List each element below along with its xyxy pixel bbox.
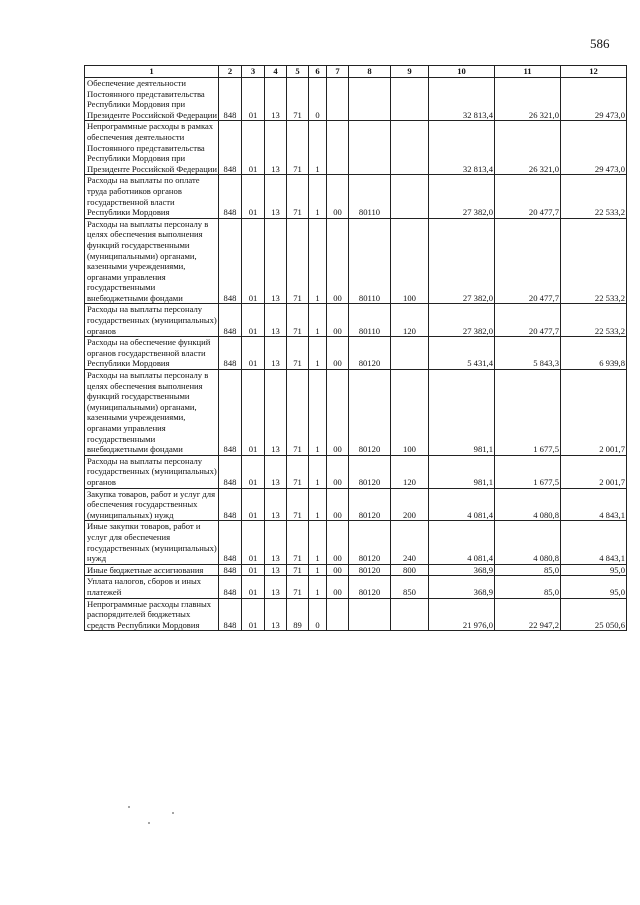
code-cell: 80120	[349, 455, 391, 488]
amount-cell: 5 843,3	[495, 337, 561, 370]
amount-cell: 29 473,0	[561, 78, 627, 121]
amount-cell: 981,1	[429, 370, 495, 456]
amount-cell: 85,0	[495, 576, 561, 598]
code-cell: 80110	[349, 218, 391, 304]
amount-cell: 4 081,4	[429, 521, 495, 564]
column-header: 5	[287, 66, 309, 78]
table-row	[85, 598, 627, 631]
code-cell: 00	[327, 455, 349, 488]
amount-cell: 22 947,2	[495, 598, 561, 631]
code-cell: 01	[242, 576, 265, 598]
code-cell: 71	[287, 78, 309, 121]
code-cell: 0	[309, 598, 327, 631]
code-cell: 13	[265, 304, 287, 337]
amount-cell: 2 001,7	[561, 370, 627, 456]
column-header: 4	[265, 66, 287, 78]
code-cell: 13	[265, 455, 287, 488]
page-number: 586	[590, 36, 610, 51]
code-cell: 80120	[349, 370, 391, 456]
code-cell: 71	[287, 337, 309, 370]
code-cell: 0	[309, 78, 327, 121]
column-header: 7	[327, 66, 349, 78]
code-cell: 80120	[349, 576, 391, 598]
amount-cell: 368,9	[429, 576, 495, 598]
row-name: Расходы на выплаты персоналу государственных (муниципальных) органов	[85, 304, 219, 337]
amount-cell: 1 677,5	[495, 370, 561, 456]
code-cell	[391, 337, 429, 370]
code-cell: 80120	[349, 337, 391, 370]
amount-cell: 32 813,4	[429, 78, 495, 121]
table-body	[85, 78, 627, 631]
column-header: 2	[219, 66, 242, 78]
row-name: Расходы на выплаты персоналу государственных (муниципальных) органов	[85, 455, 219, 488]
code-cell: 71	[287, 488, 309, 521]
code-cell: 00	[327, 304, 349, 337]
code-cell: 00	[327, 218, 349, 304]
amount-cell: 22 533,2	[561, 304, 627, 337]
code-cell: 848	[219, 521, 242, 564]
table-row	[85, 488, 627, 521]
code-cell: 80120	[349, 488, 391, 521]
code-cell: 848	[219, 455, 242, 488]
code-cell: 13	[265, 488, 287, 521]
code-cell: 1	[309, 175, 327, 218]
code-cell: 71	[287, 175, 309, 218]
column-header: 10	[429, 66, 495, 78]
code-cell	[391, 78, 429, 121]
code-cell: 120	[391, 304, 429, 337]
amount-cell: 4 080,8	[495, 488, 561, 521]
code-cell: 80110	[349, 175, 391, 218]
code-cell: 13	[265, 576, 287, 598]
code-cell: 13	[265, 218, 287, 304]
amount-cell: 2 001,7	[561, 455, 627, 488]
header-row	[85, 66, 627, 78]
row-name: Обеспечение деятельности Постоянного представительства Республики Мордовия при Президенте Российской Федерации	[85, 78, 219, 121]
code-cell: 848	[219, 78, 242, 121]
column-header: 11	[495, 66, 561, 78]
code-cell: 71	[287, 370, 309, 456]
column-header: 1	[85, 66, 219, 78]
code-cell: 1	[309, 337, 327, 370]
row-name: Расходы на выплаты персоналу в целях обеспечения выполнения функций государственными (муниципальными) органами, казенными учреждениями, органами управления государственными внебюджетными фондами	[85, 370, 219, 456]
code-cell	[349, 121, 391, 175]
row-name: Расходы на выплаты персоналу в целях обеспечения выполнения функций государственными (муниципальными) органами, казенными учреждениями, органами управления государственными внебюджетными фондами	[85, 218, 219, 304]
code-cell: 00	[327, 564, 349, 576]
table-row	[85, 175, 627, 218]
table-row	[85, 78, 627, 121]
table-row	[85, 337, 627, 370]
column-header: 3	[242, 66, 265, 78]
table-row	[85, 576, 627, 598]
code-cell: 1	[309, 576, 327, 598]
amount-cell: 95,0	[561, 576, 627, 598]
code-cell: 848	[219, 370, 242, 456]
code-cell: 13	[265, 564, 287, 576]
code-cell	[391, 121, 429, 175]
code-cell: 848	[219, 175, 242, 218]
amount-cell: 4 080,8	[495, 521, 561, 564]
amount-cell: 4 843,1	[561, 521, 627, 564]
amount-cell: 20 477,7	[495, 304, 561, 337]
amount-cell: 21 976,0	[429, 598, 495, 631]
code-cell: 00	[327, 521, 349, 564]
code-cell: 848	[219, 576, 242, 598]
code-cell: 200	[391, 488, 429, 521]
code-cell: 848	[219, 598, 242, 631]
amount-cell: 27 382,0	[429, 304, 495, 337]
code-cell: 848	[219, 121, 242, 175]
amount-cell: 4 081,4	[429, 488, 495, 521]
amount-cell: 1 677,5	[495, 455, 561, 488]
code-cell: 1	[309, 370, 327, 456]
amount-cell: 4 843,1	[561, 488, 627, 521]
code-cell: 13	[265, 521, 287, 564]
code-cell: 1	[309, 121, 327, 175]
code-cell: 240	[391, 521, 429, 564]
code-cell: 13	[265, 78, 287, 121]
code-cell: 01	[242, 521, 265, 564]
code-cell: 80120	[349, 564, 391, 576]
code-cell: 01	[242, 598, 265, 631]
code-cell: 100	[391, 370, 429, 456]
amount-cell: 20 477,7	[495, 175, 561, 218]
amount-cell: 20 477,7	[495, 218, 561, 304]
code-cell: 100	[391, 218, 429, 304]
code-cell: 01	[242, 370, 265, 456]
table-row	[85, 564, 627, 576]
code-cell: 1	[309, 564, 327, 576]
amount-cell: 25 050,6	[561, 598, 627, 631]
code-cell: 13	[265, 598, 287, 631]
code-cell: 71	[287, 521, 309, 564]
code-cell: 89	[287, 598, 309, 631]
amount-cell: 22 533,2	[561, 218, 627, 304]
code-cell: 71	[287, 304, 309, 337]
code-cell: 848	[219, 564, 242, 576]
code-cell: 13	[265, 370, 287, 456]
row-name: Иные закупки товаров, работ и услуг для обеспечения государственных (муниципальных) нужд	[85, 521, 219, 564]
code-cell: 1	[309, 304, 327, 337]
code-cell: 01	[242, 304, 265, 337]
column-header: 6	[309, 66, 327, 78]
code-cell	[349, 78, 391, 121]
code-cell	[391, 175, 429, 218]
table-row	[85, 218, 627, 304]
amount-cell: 95,0	[561, 564, 627, 576]
code-cell: 71	[287, 121, 309, 175]
row-name: Иные бюджетные ассигнования	[85, 564, 219, 576]
code-cell: 848	[219, 304, 242, 337]
code-cell: 13	[265, 337, 287, 370]
amount-cell: 26 321,0	[495, 78, 561, 121]
table-row	[85, 455, 627, 488]
code-cell: 01	[242, 175, 265, 218]
column-header: 12	[561, 66, 627, 78]
code-cell	[391, 598, 429, 631]
code-cell: 13	[265, 121, 287, 175]
code-cell: 71	[287, 564, 309, 576]
code-cell: 01	[242, 488, 265, 521]
code-cell	[327, 121, 349, 175]
row-name: Непрограммные расходы главных распорядителей бюджетных средств Республики Мордовия	[85, 598, 219, 631]
code-cell: 1	[309, 218, 327, 304]
code-cell: 01	[242, 455, 265, 488]
code-cell: 00	[327, 576, 349, 598]
code-cell: 01	[242, 218, 265, 304]
row-name: Закупка товаров, работ и услуг для обеспечения государственных (муниципальных) нужд	[85, 488, 219, 521]
code-cell: 1	[309, 488, 327, 521]
code-cell: 00	[327, 175, 349, 218]
code-cell: 848	[219, 218, 242, 304]
code-cell: 1	[309, 521, 327, 564]
code-cell: 80120	[349, 521, 391, 564]
row-name: Непрограммные расходы в рамках обеспечения деятельности Постоянного представительства Республики Мордовия при Президенте Российской Федерации	[85, 121, 219, 175]
table-row	[85, 121, 627, 175]
code-cell: 1	[309, 455, 327, 488]
amount-cell: 32 813,4	[429, 121, 495, 175]
row-name: Уплата налогов, сборов и иных платежей	[85, 576, 219, 598]
row-name: Расходы на обеспечение функций органов государственной власти Республики Мордовия	[85, 337, 219, 370]
code-cell: 80110	[349, 304, 391, 337]
code-cell: 00	[327, 488, 349, 521]
amount-cell: 368,9	[429, 564, 495, 576]
code-cell: 00	[327, 337, 349, 370]
table-row	[85, 521, 627, 564]
amount-cell: 26 321,0	[495, 121, 561, 175]
amount-cell: 6 939,8	[561, 337, 627, 370]
code-cell: 01	[242, 564, 265, 576]
code-cell: 01	[242, 78, 265, 121]
amount-cell: 22 533,2	[561, 175, 627, 218]
code-cell: 71	[287, 455, 309, 488]
scan-speck	[128, 806, 130, 808]
code-cell: 71	[287, 218, 309, 304]
amount-cell: 29 473,0	[561, 121, 627, 175]
code-cell	[327, 598, 349, 631]
code-cell: 00	[327, 370, 349, 456]
code-cell: 01	[242, 121, 265, 175]
amount-cell: 5 431,4	[429, 337, 495, 370]
amount-cell: 85,0	[495, 564, 561, 576]
code-cell: 848	[219, 337, 242, 370]
column-header: 8	[349, 66, 391, 78]
code-cell: 13	[265, 175, 287, 218]
amount-cell: 27 382,0	[429, 175, 495, 218]
code-cell: 71	[287, 576, 309, 598]
code-cell	[327, 78, 349, 121]
code-cell: 800	[391, 564, 429, 576]
code-cell	[349, 598, 391, 631]
table-row	[85, 304, 627, 337]
column-header: 9	[391, 66, 429, 78]
scan-speck	[172, 812, 174, 814]
amount-cell: 27 382,0	[429, 218, 495, 304]
table-row	[85, 370, 627, 456]
scan-speck	[148, 822, 150, 824]
amount-cell: 981,1	[429, 455, 495, 488]
code-cell: 850	[391, 576, 429, 598]
row-name: Расходы на выплаты по оплате труда работников органов государственной власти Республики Мордовия	[85, 175, 219, 218]
code-cell: 848	[219, 488, 242, 521]
code-cell: 120	[391, 455, 429, 488]
budget-table	[84, 65, 627, 631]
code-cell: 01	[242, 337, 265, 370]
